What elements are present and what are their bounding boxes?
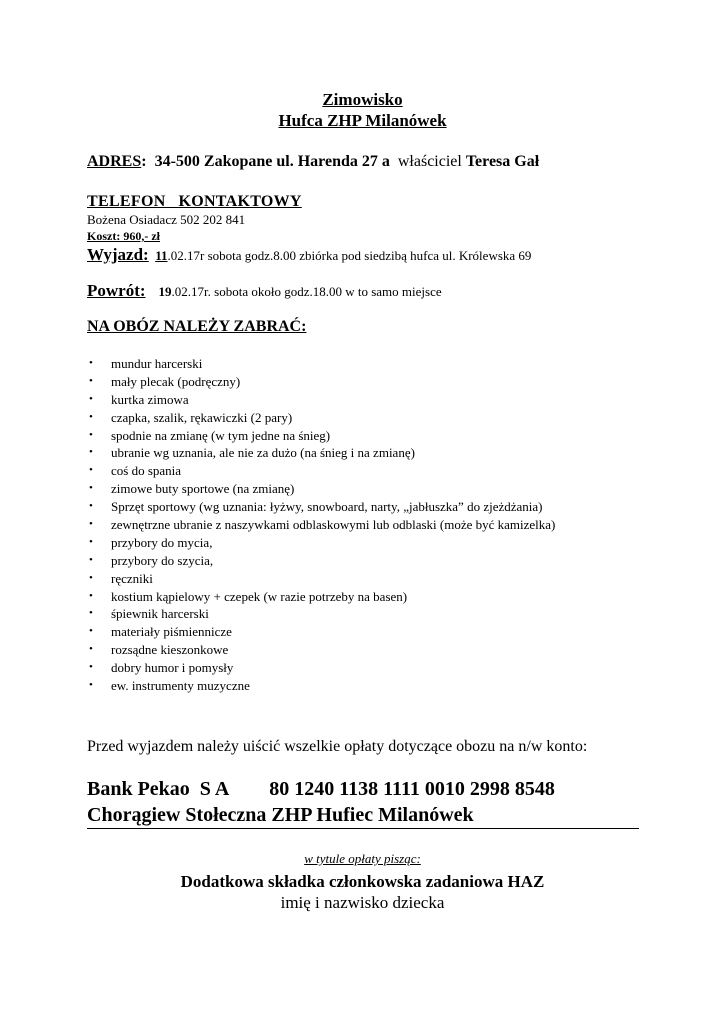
bullet-icon: • — [89, 625, 93, 638]
packing-list — [87, 355, 555, 695]
list-item: • coś do spania — [89, 463, 182, 479]
packing-list-heading: NA OBÓZ NALEŻY ZABRAĆ: — [87, 318, 307, 335]
list-item: • przybory do szycia, — [89, 552, 214, 568]
list-item: • Sprzęt sportowy (wg uznania: łyżwy, snowboard, narty, „jabłuszka” do zjeżdżania) — [89, 499, 543, 515]
list-item: • rozsądne kieszonkowe — [89, 642, 229, 658]
bullet-icon: • — [89, 553, 93, 566]
bullet-icon: • — [89, 679, 93, 692]
list-item: • ręczniki — [89, 570, 153, 586]
bullet-icon: • — [89, 589, 93, 602]
bullet-icon: • — [89, 392, 93, 405]
address-line — [87, 153, 539, 171]
list-item: • śpiewnik harcerski — [89, 606, 209, 622]
transfer-title-line2: imię i nazwisko dziecka — [280, 893, 445, 912]
divider-line — [87, 828, 639, 829]
bullet-icon: • — [89, 661, 93, 674]
bullet-icon: • — [89, 643, 93, 656]
list-item: • kurtka zimowa — [89, 391, 189, 407]
bullet-icon: • — [89, 535, 93, 548]
owner-name: Teresa Gał — [465, 153, 540, 170]
departure-day: 11 — [155, 248, 168, 263]
address-label: ADRES — [87, 153, 142, 170]
bullet-icon: • — [89, 410, 93, 423]
bullet-icon: • — [89, 428, 93, 441]
bank-line — [87, 778, 555, 801]
bullet-icon: • — [89, 357, 93, 369]
phone-heading: TELEFON KONTAKTOWY — [87, 193, 302, 210]
bullet-icon: • — [89, 571, 93, 584]
payment-intro: Przed wyjazdem należy uiścić wszelkie opłaty dotyczące obozu na n/w konto: — [87, 738, 588, 755]
list-item: • kostium kąpielowy + czepek (w razie potrzeby na basen) — [89, 588, 408, 604]
bullet-icon: • — [89, 607, 93, 620]
bullet-icon: • — [89, 482, 93, 495]
departure-line — [87, 245, 531, 265]
bullet-icon: • — [89, 446, 93, 459]
departure-details: .02.17r sobota godz.8.00 zbiórka pod siedzibą hufca ul. Królewska 69 — [167, 248, 532, 263]
transfer-title-line1: Dodatkowa składka członkowska zadaniowa HAZ — [180, 872, 545, 891]
bank-name: Bank Pekao S A — [87, 778, 230, 800]
list-item: • dobry humor i pomysły — [89, 660, 234, 676]
address-value: 34-500 Zakopane ul. Harenda 27 a — [154, 153, 390, 170]
departure-label: Wyjazd: — [87, 245, 149, 264]
owner-label: właściciel — [397, 153, 462, 170]
phone-contact: Bożena Osiadacz 502 202 841 — [87, 212, 246, 227]
list-item: • zimowe buty sportowe (na zmianę) — [89, 481, 295, 497]
list-item: • materiały piśmiennicze — [89, 624, 232, 640]
return-label: Powrót: — [87, 281, 146, 300]
list-item: • mundur harcerski — [89, 356, 203, 371]
return-details: .02.17r. sobota około godz.18.00 w to samo miejsce — [171, 284, 442, 299]
list-item: • spodnie na zmianę (w tym jedne na śnieg) — [89, 427, 331, 443]
bullet-icon: • — [89, 464, 93, 477]
bullet-icon: • — [89, 500, 93, 513]
account-holder: Chorągiew Stołeczna ZHP Hufiec Milanówek — [87, 804, 474, 826]
return-day: 19 — [158, 284, 172, 299]
document-title-line2: Hufca ZHP Milanówek — [278, 111, 447, 130]
list-item: • przybory do mycia, — [89, 534, 213, 550]
list-item: • ubranie wg uznania, ale nie za dużo (na śnieg i na zmianę) — [89, 445, 415, 461]
list-item: • czapka, szalik, rękawiczki (2 pary) — [89, 409, 293, 425]
return-line — [87, 281, 442, 301]
list-item: • ew. instrumenty muzyczne — [89, 678, 250, 694]
bullet-icon: • — [89, 518, 93, 531]
account-number: 80 1240 1138 1111 0010 2998 8548 — [269, 778, 555, 800]
document-title-line1: Zimowisko — [322, 90, 403, 109]
cost-line: Koszt: 960,- zł — [87, 229, 160, 243]
bullet-icon: • — [89, 374, 93, 387]
list-item: • zewnętrzne ubranie z naszywkami odblaskowymi lub odblaski (może być kamizelka) — [89, 517, 556, 533]
list-item: • mały plecak (podręczny) — [89, 373, 241, 389]
transfer-title-hint: w tytule opłaty pisząc: — [304, 851, 421, 866]
address-colon: : — [141, 153, 147, 170]
